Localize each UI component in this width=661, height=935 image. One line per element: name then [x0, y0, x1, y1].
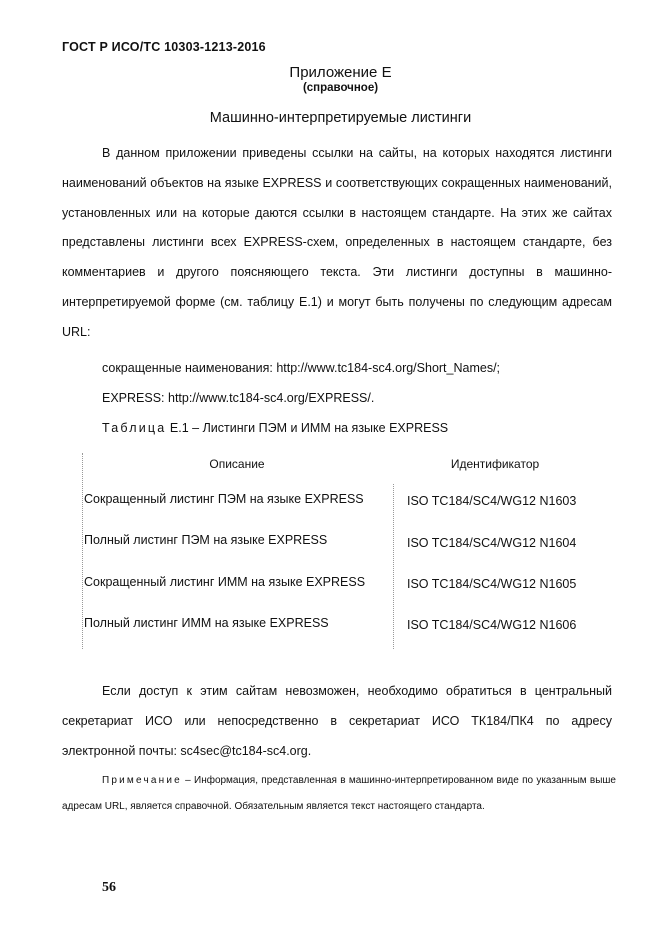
- table-column-divider: [393, 484, 394, 649]
- url-express: EXPRESS: http://www.tc184-sc4.org/EXPRESS/.: [102, 391, 375, 405]
- row-description: Полный листинг ИММ на языке EXPRESS: [84, 616, 329, 630]
- appendix-subtitle: (справочное): [302, 82, 379, 94]
- table-caption-text: Е.1 – Листинги ПЭМ и ИММ на языке EXPRESS: [169, 421, 449, 435]
- table-header-description: Описание: [209, 457, 265, 471]
- row-description: Сокращенный листинг ИММ на языке EXPRESS: [84, 575, 366, 589]
- row-description: Полный листинг ПЭМ на языке EXPRESS: [84, 533, 328, 547]
- intro-paragraph: В данном приложении приведены ссылки на сайты, на которых находятся листинги наименований объектов на языке EXPRESS и соответствующих сокращенных наименований, установленных или на которые даются ссылки в настоящем стандарте. На этих же сайтах представлены листинги всех EXPRESS-схем, определенных в настоящем стандарте, без комментариев и другого поясняющего текста. Эти листинги доступны в машинно-интерпретируемой форме (см. таблицу Е.1) и могут быть получены по следующим адресам URL:: [62, 146, 612, 339]
- appendix-title: Приложение Е: [289, 64, 392, 81]
- table-caption: [102, 421, 448, 435]
- table-left-border: [82, 453, 83, 649]
- contact-paragraph: Если доступ к этим сайтам невозможен, необходимо обратиться в центральный секретариат ИСО или непосредственно в секретариат ИСО ТК184/ПК4 по адресу электронной почты: sc4sec@tc184-sc4.org.: [62, 684, 612, 758]
- row-identifier: ISO TC184/SC4/WG12 N1604: [407, 536, 577, 550]
- note-label: Примечание: [102, 775, 182, 786]
- standard-designation: ГОСТ Р ИСО/ТС 10303-1213-2016: [62, 40, 266, 54]
- note: [62, 768, 616, 820]
- page-number: 56: [102, 880, 116, 895]
- note-text: – Информация, представленная в машинно-интерпретированном виде по указанным выше адресам URL, является справочной. Обязательным является текст настоящего стандарта.: [62, 775, 616, 812]
- url-short-names: сокращенные наименования: http://www.tc184-sc4.org/Short_Names/;: [102, 361, 501, 375]
- row-identifier: ISO TC184/SC4/WG12 N1606: [407, 618, 577, 632]
- section-title: Машинно-интерпретируемые листинги: [209, 110, 472, 126]
- table-caption-label: Таблица: [102, 421, 167, 435]
- row-identifier: ISO TC184/SC4/WG12 N1605: [407, 577, 577, 591]
- row-identifier: ISO TC184/SC4/WG12 N1603: [407, 494, 577, 508]
- row-description: Сокращенный листинг ПЭМ на языке EXPRESS: [84, 492, 364, 506]
- table-header-identifier: Идентификатор: [450, 457, 540, 471]
